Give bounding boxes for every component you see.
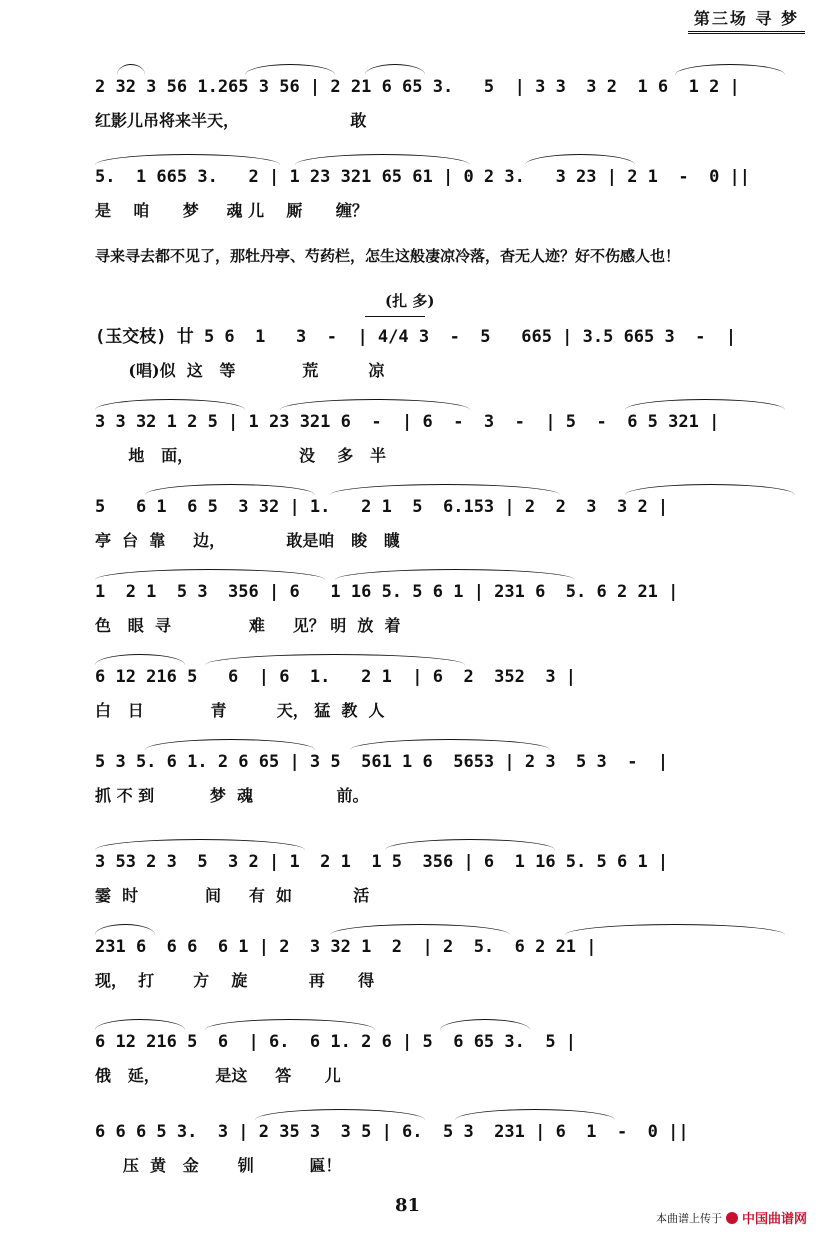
lyric-line: (唱)似 这 等 荒 凉 [95,361,385,380]
lyric-line: 抓 不 到 梦 魂 前。 [95,786,369,805]
watermark-prefix: 本曲谱上传于 [655,1211,722,1225]
lyric-line: 地 面， 没 多 半 [95,446,386,465]
notation-line: 3 53 2 3 5 3 2 | 1 2 1 1 5 356 | 6 1 16 5. 5 6 1 | [95,852,669,872]
lyric-line: 是 咱 梦 魂 儿 厮 缠？ [95,201,368,220]
notation-line: (玉交枝) 廿 5 6 1 3 - | 4/4 3 - 5 665 | 3.5 665 3 - | [95,327,737,347]
upload-watermark [656,1208,807,1227]
lyric-line: 红影儿吊将来半天， 敢 [95,111,367,130]
notation-line: 3 3 32 1 2 5 | 1 23 321 6 - | 6 - 3 - | 5 - 6 5 321 | [95,412,720,432]
notation-line: 5 3 5. 6 1. 2 6 65 | 3 5 561 1 6 5653 | 2 3 5 3 - | [95,752,669,772]
lyric-line: 白 日 青 天， 猛 教 人 [95,701,385,720]
notation-line: 1 2 1 5 3 356 | 6 1 16 5. 5 6 1 | 231 6 5. 6 2 21 | [95,582,679,602]
site-logo-icon [726,1212,738,1224]
spoken-dialogue: 寻来寻去都不见了，那牡丹亭、芍药栏，怎生这般凄凉冷落，杳无人迹？好不伤感人也！ [95,247,681,265]
notation-line: 6 6 6 5 3. 3 | 2 35 3 3 5 | 6. 5 3 231 | 6 1 - 0 || [95,1122,689,1142]
lyric-line: 现， 打 方 旋 再 得 [95,971,375,990]
percussion-annotation: (扎 多) [385,292,435,310]
notation-line: 5. 1 665 3. 2 | 1 23 321 65 61 | 0 2 3. 3 23 | 2 1 - 0 || [95,167,751,187]
notation-line: 5 6 1 6 5 3 32 | 1. 2 1 5 6.153 | 2 2 3 3 2 | [95,497,669,517]
notation-line: 6 12 216 5 6 | 6. 6 1. 2 6 | 5 6 65 3. 5 | [95,1032,577,1052]
lyric-line: 霎 时 间 有 如 活 [95,886,370,905]
lyric-line: 压 黄 金 钏 匾！ [95,1156,342,1175]
notation-line: 6 12 216 5 6 | 6 1. 2 1 | 6 2 352 3 | [95,667,577,687]
page-number: 81 [395,1195,421,1216]
watermark-site: 中国曲谱网 [741,1212,807,1227]
lyric-line: 色 眼 寻 难 见？ 明 放 着 [95,616,401,635]
slur [365,316,425,317]
running-header: 第三场 寻 梦 [688,4,805,34]
notation-line: 2 32 3 56 1.265 3 56 | 2 21 6 65 3. 5 | 3 3 3 2 1 6 1 2 | [95,77,740,97]
notation-line: 231 6 6 6 6 1 | 2 3 32 1 2 | 2 5. 6 2 21 | [95,937,597,957]
lyric-line: 俄 延， 是这 答 儿 [95,1066,341,1085]
lyric-line: 亭 台 靠 边， 敢是咱 睃 䁾 [95,531,400,550]
